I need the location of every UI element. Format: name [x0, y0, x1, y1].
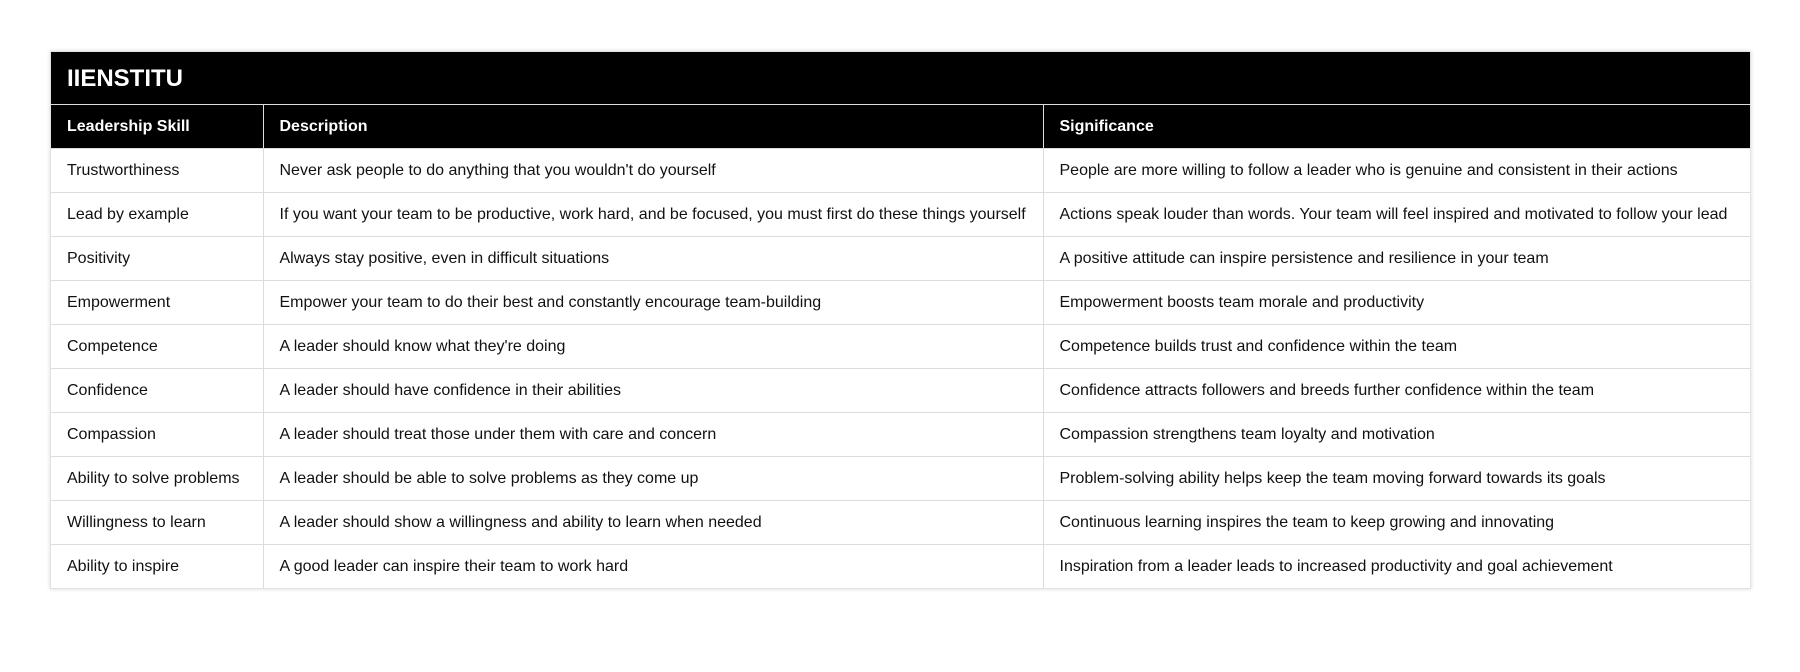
- header-description: Description: [263, 105, 1043, 149]
- table-row: [51, 281, 1750, 325]
- header-row: [51, 105, 1750, 149]
- description-cell: Always stay positive, even in difficult situations: [263, 237, 1043, 281]
- skill-cell: Empowerment: [51, 281, 263, 325]
- skill-cell: Ability to solve problems: [51, 457, 263, 501]
- skill-cell: Compassion: [51, 413, 263, 457]
- table-row: [51, 237, 1750, 281]
- significance-cell: Actions speak louder than words. Your team will feel inspired and motivated to follow your lead: [1043, 193, 1750, 237]
- skill-cell: Confidence: [51, 369, 263, 413]
- skill-cell: Trustworthiness: [51, 149, 263, 193]
- significance-cell: Continuous learning inspires the team to keep growing and innovating: [1043, 501, 1750, 545]
- table-row: [51, 501, 1750, 545]
- description-cell: A leader should be able to solve problems as they come up: [263, 457, 1043, 501]
- significance-cell: Confidence attracts followers and breeds further confidence within the team: [1043, 369, 1750, 413]
- skill-cell: Competence: [51, 325, 263, 369]
- header-leadership-skill: Leadership Skill: [51, 105, 263, 149]
- table-row: [51, 369, 1750, 413]
- description-cell: A leader should know what they're doing: [263, 325, 1043, 369]
- table-row: [51, 149, 1750, 193]
- significance-cell: A positive attitude can inspire persistence and resilience in your team: [1043, 237, 1750, 281]
- leadership-skills-table: [51, 105, 1750, 588]
- description-cell: A leader should have confidence in their abilities: [263, 369, 1043, 413]
- significance-cell: Inspiration from a leader leads to increased productivity and goal achievement: [1043, 545, 1750, 589]
- significance-cell: Competence builds trust and confidence within the team: [1043, 325, 1750, 369]
- description-cell: If you want your team to be productive, work hard, and be focused, you must first do these things yourself: [263, 193, 1043, 237]
- description-cell: A leader should show a willingness and ability to learn when needed: [263, 501, 1043, 545]
- header-significance: Significance: [1043, 105, 1750, 149]
- table-row: [51, 457, 1750, 501]
- description-cell: A leader should treat those under them with care and concern: [263, 413, 1043, 457]
- description-cell: Never ask people to do anything that you wouldn't do yourself: [263, 149, 1043, 193]
- significance-cell: Empowerment boosts team morale and productivity: [1043, 281, 1750, 325]
- skill-cell: Willingness to learn: [51, 501, 263, 545]
- leadership-table-card: [50, 51, 1751, 589]
- description-cell: A good leader can inspire their team to work hard: [263, 545, 1043, 589]
- table-title: IIENSTITU: [51, 52, 1750, 105]
- table-row: [51, 413, 1750, 457]
- skill-cell: Lead by example: [51, 193, 263, 237]
- significance-cell: People are more willing to follow a leader who is genuine and consistent in their actions: [1043, 149, 1750, 193]
- significance-cell: Problem-solving ability helps keep the team moving forward towards its goals: [1043, 457, 1750, 501]
- skill-cell: Ability to inspire: [51, 545, 263, 589]
- description-cell: Empower your team to do their best and constantly encourage team-building: [263, 281, 1043, 325]
- table-row: [51, 325, 1750, 369]
- table-row: [51, 193, 1750, 237]
- skill-cell: Positivity: [51, 237, 263, 281]
- table-row: [51, 545, 1750, 589]
- significance-cell: Compassion strengthens team loyalty and motivation: [1043, 413, 1750, 457]
